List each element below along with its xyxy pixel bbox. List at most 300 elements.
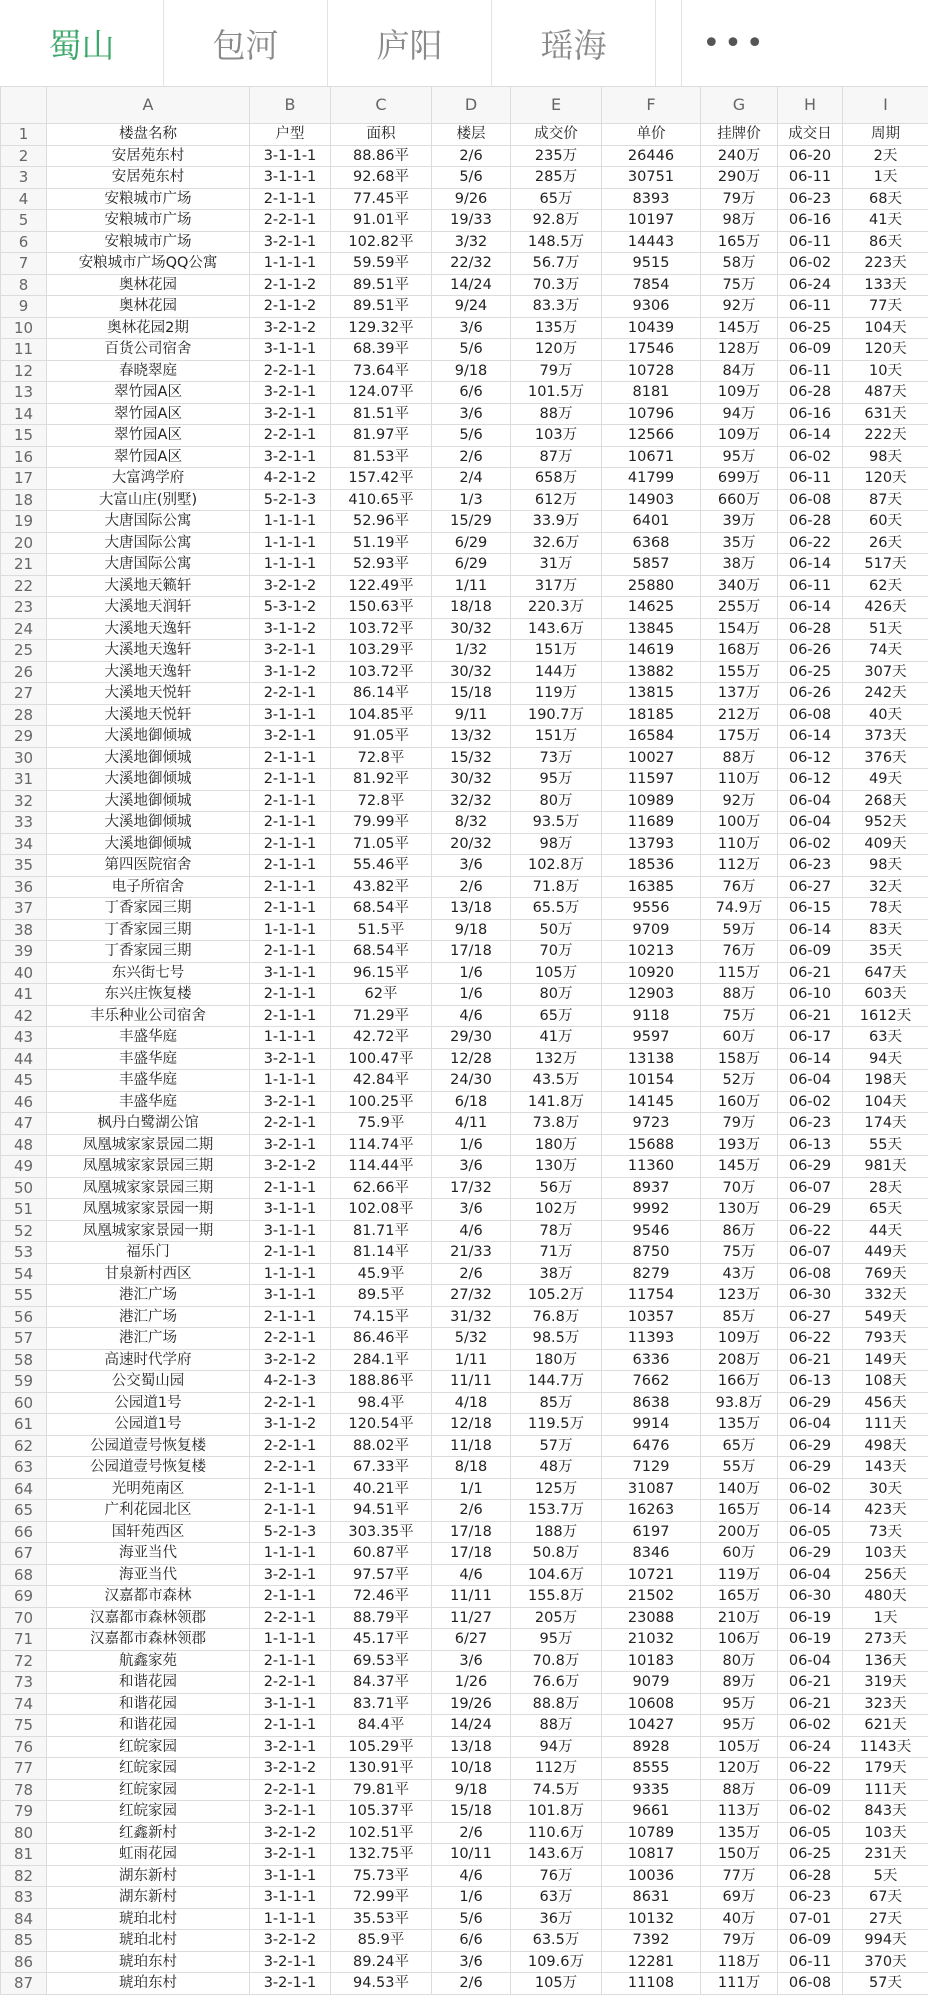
cell-cycle[interactable]: 26天 [843,532,928,554]
row-number[interactable]: 62 [1,1435,47,1457]
cell-unit-price[interactable]: 6401 [602,511,701,533]
cell-floor[interactable]: 11/11 [432,1586,511,1608]
cell-list-price[interactable]: 166万 [701,1371,778,1393]
cell-list-price[interactable]: 40万 [701,1908,778,1930]
cell-list-price[interactable]: 140万 [701,1478,778,1500]
cell-floor[interactable]: 29/30 [432,1027,511,1049]
cell-name[interactable]: 凤凰城家家景园一期 [47,1199,250,1221]
cell-date[interactable]: 06-13 [778,1371,843,1393]
cell-price[interactable]: 88.8万 [511,1693,602,1715]
cell-floor[interactable]: 3/6 [432,1650,511,1672]
cell-cycle[interactable]: 273天 [843,1629,928,1651]
row-number[interactable]: 67 [1,1543,47,1565]
cell-unit-price[interactable]: 10721 [602,1564,701,1586]
cell-date[interactable]: 06-24 [778,1736,843,1758]
cell-area[interactable]: 122.49平 [331,575,432,597]
cell-list-price[interactable]: 74.9万 [701,898,778,920]
cell-unit-price[interactable]: 11689 [602,812,701,834]
cell-price[interactable]: 119.5万 [511,1414,602,1436]
column-header-e[interactable]: E [511,87,602,124]
cell-name[interactable]: 大溪地天润轩 [47,597,250,619]
cell-layout[interactable]: 3-2-1-2 [250,1349,331,1371]
cell-floor[interactable]: 13/18 [432,1736,511,1758]
cell-area[interactable]: 68.54平 [331,898,432,920]
cell-date[interactable]: 06-09 [778,339,843,361]
cell-floor[interactable]: 1/6 [432,984,511,1006]
row-number[interactable]: 83 [1,1887,47,1909]
cell-unit-price[interactable]: 12281 [602,1951,701,1973]
cell-unit-price[interactable]: 8928 [602,1736,701,1758]
cell-price[interactable]: 119万 [511,683,602,705]
cell-floor[interactable]: 13/18 [432,898,511,920]
cell-date[interactable]: 06-10 [778,984,843,1006]
cell-area[interactable]: 85.9平 [331,1930,432,1952]
cell-date[interactable]: 06-14 [778,597,843,619]
row-number[interactable]: 9 [1,296,47,318]
cell-name[interactable]: 枫丹白鹭湖公馆 [47,1113,250,1135]
cell-name[interactable]: 大溪地天籁轩 [47,575,250,597]
cell-area[interactable]: 150.63平 [331,597,432,619]
cell-area[interactable]: 62平 [331,984,432,1006]
cell-area[interactable]: 91.05平 [331,726,432,748]
cell-floor[interactable]: 11/11 [432,1371,511,1393]
cell-floor[interactable]: 9/18 [432,919,511,941]
cell-floor[interactable]: 5/6 [432,167,511,189]
cell-unit-price[interactable]: 8638 [602,1392,701,1414]
cell-name[interactable]: 航鑫家苑 [47,1650,250,1672]
cell-name[interactable]: 汉嘉都市森林 [47,1586,250,1608]
row-number[interactable]: 22 [1,575,47,597]
row-number[interactable]: 10 [1,317,47,339]
cell-name[interactable]: 港汇广场 [47,1285,250,1307]
cell-floor[interactable]: 31/32 [432,1306,511,1328]
cell-price[interactable]: 102万 [511,1199,602,1221]
cell-date[interactable]: 06-21 [778,1672,843,1694]
cell-date[interactable]: 06-04 [778,812,843,834]
cell-name[interactable]: 丰乐种业公司宿舍 [47,1005,250,1027]
cell-date[interactable]: 06-11 [778,296,843,318]
cell-price[interactable]: 50万 [511,919,602,941]
cell-name[interactable]: 红鑫新村 [47,1822,250,1844]
cell-date[interactable]: 06-29 [778,1156,843,1178]
cell-cycle[interactable]: 1612天 [843,1005,928,1027]
cell-layout[interactable]: 3-1-1-1 [250,1220,331,1242]
cell-name[interactable]: 丰盛华庭 [47,1091,250,1113]
cell-layout[interactable]: 2-1-1-1 [250,812,331,834]
cell-price[interactable]: 144.7万 [511,1371,602,1393]
row-number[interactable]: 71 [1,1629,47,1651]
cell-area[interactable]: 75.9平 [331,1113,432,1135]
row-number[interactable]: 65 [1,1500,47,1522]
cell-floor[interactable]: 1/11 [432,575,511,597]
cell-price[interactable]: 130万 [511,1156,602,1178]
cell-layout[interactable]: 4-2-1-3 [250,1371,331,1393]
row-number[interactable]: 87 [1,1973,47,1995]
cell-name[interactable]: 翠竹园A区 [47,425,250,447]
cell-area[interactable]: 105.29平 [331,1736,432,1758]
cell-area[interactable]: 98.4平 [331,1392,432,1414]
cell-layout[interactable]: 3-2-1-2 [250,317,331,339]
cell-floor[interactable]: 20/32 [432,833,511,855]
cell-cycle[interactable]: 136天 [843,1650,928,1672]
cell-date[interactable]: 06-05 [778,1822,843,1844]
row-number[interactable]: 4 [1,188,47,210]
cell-layout[interactable]: 3-1-1-1 [250,704,331,726]
cell-area[interactable]: 81.92平 [331,769,432,791]
cell-name[interactable]: 红皖家园 [47,1736,250,1758]
cell-area[interactable]: 42.84平 [331,1070,432,1092]
cell-date[interactable]: 06-13 [778,1134,843,1156]
cell-area[interactable]: 86.46平 [331,1328,432,1350]
cell-date[interactable]: 06-28 [778,618,843,640]
cell-price[interactable]: 78万 [511,1220,602,1242]
cell-layout[interactable]: 3-2-1-2 [250,1758,331,1780]
cell-date[interactable]: 06-07 [778,1242,843,1264]
column-header-a[interactable]: A [47,87,250,124]
cell-date[interactable]: 06-11 [778,360,843,382]
cell-price[interactable]: 65.5万 [511,898,602,920]
cell-layout[interactable]: 3-2-1-2 [250,1930,331,1952]
row-number[interactable]: 50 [1,1177,47,1199]
cell-list-price[interactable]: 115万 [701,962,778,984]
cell-date[interactable]: 06-21 [778,1349,843,1371]
cell-price[interactable]: 102.8万 [511,855,602,877]
cell-date[interactable]: 06-11 [778,231,843,253]
cell-list-price[interactable]: 69万 [701,1887,778,1909]
cell-name[interactable]: 汉嘉都市森林领郡 [47,1629,250,1651]
cell-layout[interactable]: 3-1-1-2 [250,618,331,640]
cell-price[interactable]: 105.2万 [511,1285,602,1307]
cell-name[interactable]: 高速时代学府 [47,1349,250,1371]
row-number[interactable]: 47 [1,1113,47,1135]
cell-name[interactable]: 湖东新村 [47,1887,250,1909]
cell-list-price[interactable]: 175万 [701,726,778,748]
cell-floor[interactable]: 5/6 [432,425,511,447]
row-number[interactable]: 43 [1,1027,47,1049]
cell-name[interactable]: 琥珀北村 [47,1908,250,1930]
cell-floor[interactable]: 14/24 [432,1715,511,1737]
cell-unit-price[interactable]: 16385 [602,876,701,898]
cell-floor[interactable]: 6/29 [432,532,511,554]
row-number[interactable]: 23 [1,597,47,619]
cell-list-price[interactable]: 95万 [701,1715,778,1737]
cell-unit-price[interactable]: 10427 [602,1715,701,1737]
row-number[interactable]: 32 [1,790,47,812]
row-number[interactable]: 39 [1,941,47,963]
row-number[interactable]: 36 [1,876,47,898]
cell-area[interactable]: 120.54平 [331,1414,432,1436]
cell-price[interactable]: 70.3万 [511,274,602,296]
cell-price[interactable]: 205万 [511,1607,602,1629]
cell-date[interactable]: 06-02 [778,253,843,275]
cell-name[interactable]: 大溪地天逸轩 [47,640,250,662]
cell-list-price[interactable]: 240万 [701,145,778,167]
cell-cycle[interactable]: 223天 [843,253,928,275]
cell-floor[interactable]: 9/26 [432,188,511,210]
cell-cycle[interactable]: 111天 [843,1779,928,1801]
cell-list-price[interactable]: 77万 [701,1865,778,1887]
cell-name[interactable]: 丁香家园三期 [47,898,250,920]
cell-area[interactable]: 89.5平 [331,1285,432,1307]
cell-cycle[interactable]: 108天 [843,1371,928,1393]
cell-layout[interactable]: 4-2-1-2 [250,468,331,490]
cell-price[interactable]: 70万 [511,941,602,963]
cell-price[interactable]: 144万 [511,661,602,683]
cell-name[interactable]: 大溪地御倾城 [47,812,250,834]
more-tabs-icon[interactable]: ••• [682,0,788,86]
cell-floor[interactable]: 1/6 [432,1134,511,1156]
cell-name[interactable]: 公园道壹号恢复楼 [47,1435,250,1457]
cell-area[interactable]: 72.99平 [331,1887,432,1909]
cell-name[interactable]: 和谐花园 [47,1715,250,1737]
cell-list-price[interactable]: 109万 [701,1328,778,1350]
cell-layout[interactable]: 3-2-1-2 [250,575,331,597]
cell-floor[interactable]: 17/18 [432,1521,511,1543]
cell-list-price[interactable]: 89万 [701,1672,778,1694]
cell-cycle[interactable]: 28天 [843,1177,928,1199]
cell-floor[interactable]: 30/32 [432,769,511,791]
cell-price[interactable]: 125万 [511,1478,602,1500]
cell-cycle[interactable]: 44天 [843,1220,928,1242]
cell-cycle[interactable]: 103天 [843,1822,928,1844]
cell-name[interactable]: 凤凰城家家景园二期 [47,1134,250,1156]
cell-area[interactable]: 130.91平 [331,1758,432,1780]
cell-price[interactable]: 220.3万 [511,597,602,619]
row-number[interactable]: 5 [1,210,47,232]
row-number[interactable]: 15 [1,425,47,447]
cell-cycle[interactable]: 231天 [843,1844,928,1866]
cell-list-price[interactable]: 39万 [701,511,778,533]
cell-cycle[interactable]: 77天 [843,296,928,318]
cell-list-price[interactable]: 92万 [701,790,778,812]
cell-unit-price[interactable]: 23088 [602,1607,701,1629]
cell-date[interactable]: 06-09 [778,941,843,963]
cell-date[interactable]: 06-15 [778,898,843,920]
cell-cycle[interactable]: 87天 [843,489,928,511]
cell-layout[interactable]: 2-1-1-1 [250,1650,331,1672]
cell-date[interactable]: 06-30 [778,1586,843,1608]
cell-area[interactable]: 88.86平 [331,145,432,167]
cell-cycle[interactable]: 319天 [843,1672,928,1694]
cell-price[interactable]: 76.6万 [511,1672,602,1694]
cell-unit-price[interactable]: 9079 [602,1672,701,1694]
row-number[interactable]: 31 [1,769,47,791]
cell-cycle[interactable]: 133天 [843,274,928,296]
cell-unit-price[interactable]: 13138 [602,1048,701,1070]
cell-layout[interactable]: 3-2-1-1 [250,1973,331,1995]
cell-area[interactable]: 75.73平 [331,1865,432,1887]
cell-cycle[interactable]: 98天 [843,446,928,468]
cell-date[interactable]: 07-01 [778,1908,843,1930]
cell-date[interactable]: 06-29 [778,1457,843,1479]
row-number[interactable]: 80 [1,1822,47,1844]
cell-layout[interactable]: 2-1-1-1 [250,1242,331,1264]
cell-date[interactable]: 06-11 [778,575,843,597]
cell-name[interactable]: 百货公司宿舍 [47,339,250,361]
cell-layout[interactable]: 2-1-1-1 [250,876,331,898]
cell-list-price[interactable]: 55万 [701,1457,778,1479]
cell-price[interactable]: 235万 [511,145,602,167]
cell-floor[interactable]: 18/18 [432,597,511,619]
cell-price[interactable]: 188万 [511,1521,602,1543]
cell-name[interactable]: 春晓翠庭 [47,360,250,382]
cell-layout[interactable]: 1-1-1-1 [250,1543,331,1565]
cell-floor[interactable]: 4/6 [432,1865,511,1887]
cell-date[interactable]: 06-23 [778,1113,843,1135]
cell-name[interactable]: 红皖家园 [47,1779,250,1801]
cell-list-price[interactable]: 79万 [701,1930,778,1952]
cell-area[interactable]: 102.08平 [331,1199,432,1221]
cell-unit-price[interactable]: 21502 [602,1586,701,1608]
cell-area[interactable]: 68.39平 [331,339,432,361]
cell-date[interactable]: 06-14 [778,1500,843,1522]
row-number[interactable]: 12 [1,360,47,382]
row-number[interactable]: 14 [1,403,47,425]
cell-floor[interactable]: 6/6 [432,382,511,404]
cell-layout[interactable]: 2-1-1-1 [250,833,331,855]
cell-date[interactable]: 06-19 [778,1607,843,1629]
cell-name[interactable]: 大富山庄(别墅) [47,489,250,511]
row-number[interactable]: 57 [1,1328,47,1350]
cell-floor[interactable]: 9/18 [432,1779,511,1801]
cell-list-price[interactable]: 75万 [701,274,778,296]
cell-cycle[interactable]: 198天 [843,1070,928,1092]
cell-name[interactable]: 大溪地御倾城 [47,726,250,748]
row-number[interactable]: 51 [1,1199,47,1221]
cell-list-price[interactable]: 60万 [701,1543,778,1565]
cell-unit-price[interactable]: 9335 [602,1779,701,1801]
cell-floor[interactable]: 4/6 [432,1220,511,1242]
cell-layout[interactable]: 3-2-1-1 [250,1564,331,1586]
cell-price[interactable]: 32.6万 [511,532,602,554]
cell-date[interactable]: 06-05 [778,1521,843,1543]
cell-cycle[interactable]: 78天 [843,898,928,920]
cell-name[interactable]: 琥珀北村 [47,1930,250,1952]
cell-floor[interactable]: 5/6 [432,339,511,361]
cell-unit-price[interactable]: 10027 [602,747,701,769]
cell-floor[interactable]: 30/32 [432,618,511,640]
cell-unit-price[interactable]: 14625 [602,597,701,619]
cell-date[interactable]: 成交日 [778,124,843,146]
cell-cycle[interactable]: 256天 [843,1564,928,1586]
cell-list-price[interactable]: 76万 [701,941,778,963]
cell-area[interactable]: 100.25平 [331,1091,432,1113]
cell-cycle[interactable]: 268天 [843,790,928,812]
cell-unit-price[interactable]: 6336 [602,1349,701,1371]
cell-price[interactable]: 成交价 [511,124,602,146]
cell-date[interactable]: 06-02 [778,446,843,468]
row-number[interactable]: 63 [1,1457,47,1479]
cell-price[interactable]: 143.6万 [511,1844,602,1866]
cell-layout[interactable]: 2-1-1-1 [250,1306,331,1328]
cell-name[interactable]: 楼盘名称 [47,124,250,146]
row-number[interactable]: 1 [1,124,47,146]
cell-layout[interactable]: 1-1-1-1 [250,1908,331,1930]
cell-list-price[interactable]: 88万 [701,747,778,769]
cell-date[interactable]: 06-23 [778,1887,843,1909]
cell-area[interactable]: 69.53平 [331,1650,432,1672]
cell-date[interactable]: 06-28 [778,1865,843,1887]
cell-floor[interactable]: 13/32 [432,726,511,748]
row-number[interactable]: 44 [1,1048,47,1070]
cell-price[interactable]: 76万 [511,1865,602,1887]
row-number[interactable]: 3 [1,167,47,189]
cell-list-price[interactable]: 123万 [701,1285,778,1307]
cell-list-price[interactable]: 79万 [701,1113,778,1135]
cell-cycle[interactable]: 631天 [843,403,928,425]
cell-price[interactable]: 112万 [511,1758,602,1780]
cell-list-price[interactable]: 95万 [701,446,778,468]
cell-cycle[interactable]: 323天 [843,1693,928,1715]
cell-area[interactable]: 89.51平 [331,296,432,318]
cell-date[interactable]: 06-20 [778,145,843,167]
cell-layout[interactable]: 2-2-1-1 [250,425,331,447]
cell-price[interactable]: 87万 [511,446,602,468]
cell-layout[interactable]: 3-1-1-1 [250,1199,331,1221]
cell-date[interactable]: 06-29 [778,1199,843,1221]
cell-area[interactable]: 410.65平 [331,489,432,511]
cell-unit-price[interactable]: 10789 [602,1822,701,1844]
cell-unit-price[interactable]: 9515 [602,253,701,275]
cell-list-price[interactable]: 58万 [701,253,778,275]
cell-area[interactable]: 42.72平 [331,1027,432,1049]
cell-cycle[interactable]: 49天 [843,769,928,791]
row-number[interactable]: 84 [1,1908,47,1930]
cell-unit-price[interactable]: 9661 [602,1801,701,1823]
cell-layout[interactable]: 2-2-1-1 [250,1457,331,1479]
cell-cycle[interactable]: 449天 [843,1242,928,1264]
cell-price[interactable]: 94万 [511,1736,602,1758]
cell-unit-price[interactable]: 13793 [602,833,701,855]
cell-floor[interactable]: 5/6 [432,1908,511,1930]
cell-unit-price[interactable]: 7129 [602,1457,701,1479]
row-number[interactable]: 40 [1,962,47,984]
row-number[interactable]: 66 [1,1521,47,1543]
cell-floor[interactable]: 9/18 [432,360,511,382]
cell-date[interactable]: 06-08 [778,1263,843,1285]
cell-date[interactable]: 06-09 [778,1779,843,1801]
cell-price[interactable]: 148.5万 [511,231,602,253]
cell-name[interactable]: 第四医院宿舍 [47,855,250,877]
cell-unit-price[interactable]: 11360 [602,1156,701,1178]
cell-layout[interactable]: 2-2-1-1 [250,1779,331,1801]
cell-name[interactable]: 公园道壹号恢复楼 [47,1457,250,1479]
cell-floor[interactable]: 22/32 [432,253,511,275]
cell-layout[interactable]: 3-1-1-2 [250,1414,331,1436]
cell-unit-price[interactable]: 10154 [602,1070,701,1092]
cell-area[interactable]: 94.53平 [331,1973,432,1995]
cell-floor[interactable]: 3/32 [432,231,511,253]
cell-price[interactable]: 658万 [511,468,602,490]
cell-list-price[interactable]: 155万 [701,661,778,683]
tab-yaohai[interactable]: 瑶海 [492,0,656,86]
cell-layout[interactable]: 2-1-1-1 [250,747,331,769]
row-number[interactable]: 2 [1,145,47,167]
cell-area[interactable]: 284.1平 [331,1349,432,1371]
cell-floor[interactable]: 6/6 [432,1930,511,1952]
cell-date[interactable]: 06-09 [778,1930,843,1952]
cell-name[interactable]: 奥林花园2期 [47,317,250,339]
cell-cycle[interactable]: 370天 [843,1951,928,1973]
cell-layout[interactable]: 1-1-1-1 [250,919,331,941]
cell-area[interactable]: 104.85平 [331,704,432,726]
cell-floor[interactable]: 15/18 [432,683,511,705]
cell-unit-price[interactable]: 10197 [602,210,701,232]
cell-area[interactable]: 129.32平 [331,317,432,339]
row-number[interactable]: 74 [1,1693,47,1715]
cell-layout[interactable]: 2-1-1-1 [250,1586,331,1608]
cell-area[interactable]: 72.46平 [331,1586,432,1608]
